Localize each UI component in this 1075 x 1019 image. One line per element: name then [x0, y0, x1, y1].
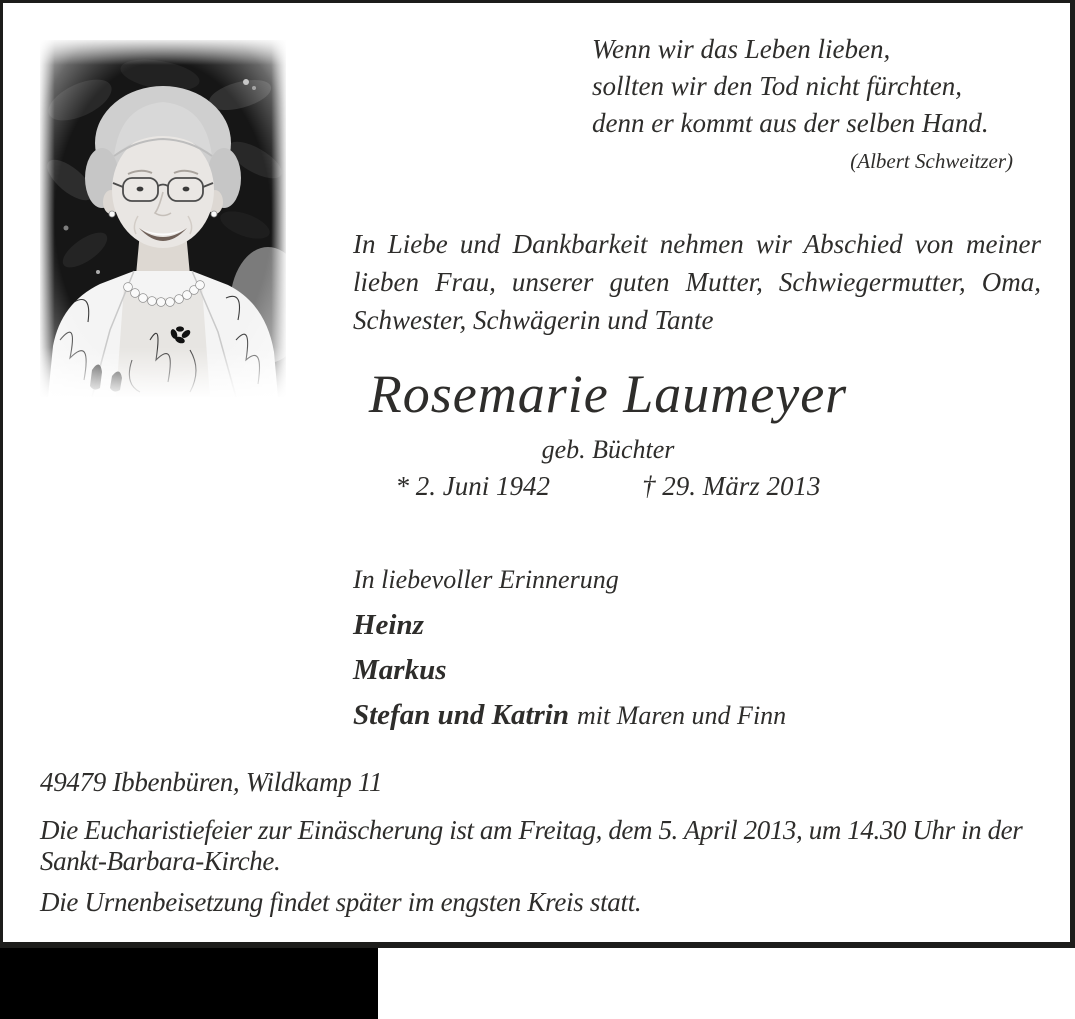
deceased-block — [353, 363, 863, 502]
quote-line: Wenn wir das Leben lieben, — [592, 34, 891, 64]
memorial-heading: In liebevoller Erinnerung — [353, 565, 619, 594]
death-date: † 29. März 2013 — [641, 471, 821, 501]
deceased-name: Rosemarie Laumeyer — [368, 364, 848, 424]
quote-block — [592, 31, 1013, 175]
address-line: 49479 Ibbenbüren, Wildkamp 11 — [40, 767, 383, 797]
quote-line: sollten wir den Tod nicht fürchten, — [592, 71, 962, 101]
redaction-block — [0, 948, 378, 1019]
mourner-name: Markus — [353, 654, 447, 686]
portrait-photo-graphic — [40, 40, 286, 397]
quote-line: denn er kommt aus der selben Hand. — [592, 108, 989, 138]
birth-date: * 2. Juni 1942 — [395, 471, 550, 501]
memorial-block — [353, 563, 786, 732]
quote-attribution: (Albert Schweitzer) — [850, 149, 1013, 173]
farewell-text: In Liebe und Dankbarkeit nehmen wir Abschied von meiner lieben Frau, unserer guten Mutter, Schwiegermutter, Oma, Schwester, Schwägerin und Tante — [353, 229, 1041, 335]
mourner-row — [353, 699, 786, 732]
portrait-photo — [40, 40, 286, 397]
mourner-name: Heinz — [353, 609, 424, 641]
mourner-name: Stefan und Katrin — [353, 699, 569, 731]
mourner-suffix: mit Maren und Finn — [576, 701, 787, 730]
mourner-row — [353, 609, 786, 642]
mourner-row — [353, 654, 786, 687]
burial-info: Die Urnenbeisetzung findet später im engsten Kreis statt. — [40, 887, 642, 917]
service-info: Die Eucharistiefeier zur Einäscherung ist am Freitag, dem 5. April 2013, um 14.30 Uhr in der Sankt-Barbara-Kirche. — [40, 815, 1023, 876]
life-dates — [353, 470, 863, 502]
maiden-name: geb. Büchter — [541, 435, 675, 464]
